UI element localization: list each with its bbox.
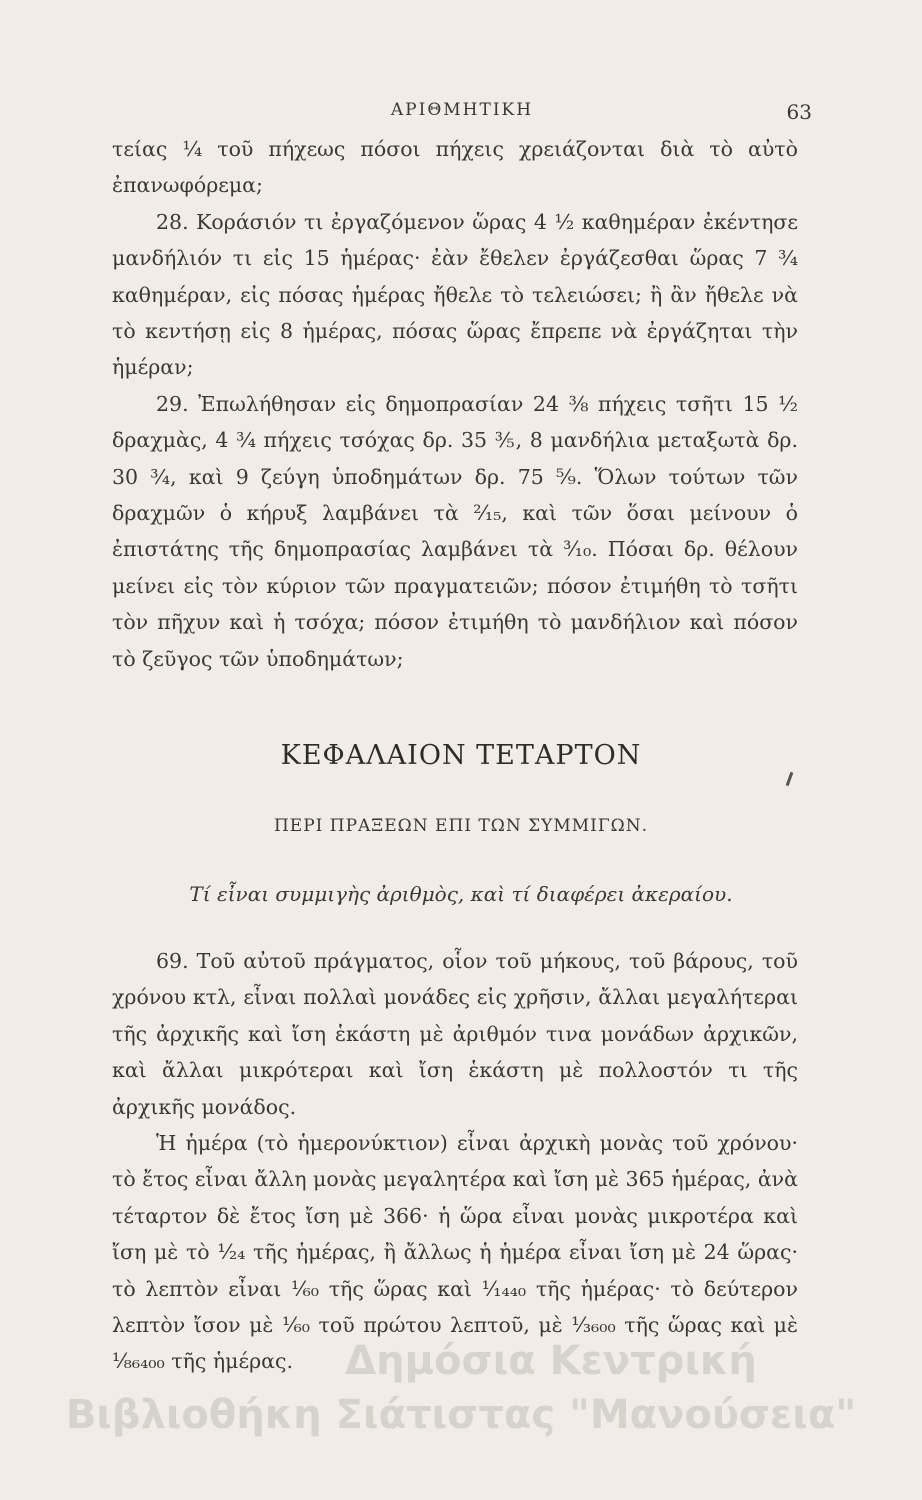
- text-block-top: [112, 131, 798, 677]
- paragraph-69: 69. Τοῦ αὐτοῦ πράγματος, οἷον τοῦ μήκους, τοῦ βάρους, τοῦ χρόνου κτλ, εἶναι πολλαὶ μονάδες εἰς χρῆσιν, ἄλλαι μεγαλήτεραι τῆς ἀρχικῆς καὶ ἴση ἑκάστη μὲ ἀριθμόν τινα μονάδων ἀρχικῶν, καὶ ἄλλαι μικρότεραι καὶ ἴση ἑκάστη μὲ πολλοστόν τι τῆς ἀρχικῆς μονάδος.: [112, 949, 798, 1119]
- text-block-bottom: [112, 943, 798, 1380]
- paragraph-problem-29: 29. Ἐπωλήθησαν εἰς δημοπρασίαν 24 ⅜ πήχεις τσῆτι 15 ½ δραχμὰς, 4 ¾ πήχεις τσόχας δρ. 35 ⅗, 8 μανδήλια μεταξωτὰ δρ. 30 ¾, καὶ 9 ζεύγη ὑποδημάτων δρ. 75 ⁵⁄₉. Ὅλων τούτων τῶν δραχμῶν ὁ κήρυξ λαμβάνει τὰ ²⁄₁₅, καὶ τῶν ὅσαι μείνουν ὁ ἐπιστάτης τῆς δημοπρασίας λαμβάνει τὰ ³⁄₁₀. Πόσαι δρ. θέλουν μείνει εἰς τὸν κύριον τῶν πραγματειῶν; πόσον ἐτιμήθη τὸ τσῆτι τὸν πῆχυν καὶ ἡ τσόχα; πόσον ἐτιμήθη τὸ μανδήλιον καὶ πόσον τὸ ζεῦγος τῶν ὑποδημάτων;: [112, 391, 798, 671]
- ink-speck: [786, 772, 794, 786]
- paragraph-day-units: Ἡ ἡμέρα (τὸ ἡμερονύκτιον) εἶναι ἀρχικὴ μονὰς τοῦ χρόνου· τὸ ἔτος εἶναι ἄλλη μονὰς μεγαλητέρα καὶ ἴση μὲ 365 ἡμέρας, ἀνὰ τέταρτον δὲ ἔτος ἴση μὲ 366· ἡ ὥρα εἶναι μονὰς μικροτέρα καὶ ἴση μὲ τὸ ¹⁄₂₄ τῆς ἡμέρας, ἢ ἄλλως ἡ ἡμέρα εἶναι ἴση μὲ 24 ὥρας· τὸ λεπτὸν εἶναι ¹⁄₆₀ τῆς ὥρας καὶ ¹⁄₁₄₄₀ τῆς ἡμέρας· τὸ δεύτερον λεπτὸν ἴσον μὲ ¹⁄₆₀ τοῦ πρώτου λεπτοῦ, μὲ ¹⁄₃₆₀₀ τῆς ὥρας καὶ μὲ ¹⁄₈₆₄₀₀ τῆς ἡμέρας.: [112, 1131, 798, 1374]
- library-watermark-line1: Δημόσια Κεντρική: [345, 1338, 757, 1384]
- paragraph-problem-28: 28. Κοράσιόν τι ἐργαζόμενον ὥρας 4 ½ καθημέραν ἐκέντησε μανδήλιόν τι εἰς 15 ἡμέρας· ἐὰν ἔθελεν ἐργάζεσθαι ὥρας 7 ¾ καθημέραν, εἰς πόσας ἡμέρας ἤθελε τὸ τελειώσει; ἢ ἂν ἤθελε νὰ τὸ κεντήσῃ εἰς 8 ἡμέρας, πόσας ὥρας ἔπρεπε νὰ ἐργάζηται τὴν ἡμέραν;: [112, 209, 798, 380]
- running-head: ΑΡΙΘΜΗΤΙΚΗ: [390, 100, 534, 120]
- section-title: ΠΕΡΙ ΠΡΑΞΕΩΝ ΕΠΙ ΤΩΝ ΣΥΜΜΙΓΩΝ.: [273, 816, 649, 836]
- page-header: [112, 100, 812, 130]
- paragraph-continuation: τείας ¼ τοῦ πήχεως πόσοι πήχεις χρειάζονται διὰ τὸ αὐτὸ ἐπανωφόρεμα;: [112, 137, 798, 198]
- subheading: Τί εἶναι συμμιγὴς ἀριθμὸς, καὶ τί διαφέρει ἀκεραίου.: [189, 882, 733, 906]
- chapter-title: ΚΕΦΑΛΑΙΟΝ ΤΕΤΑΡΤΟΝ: [280, 740, 642, 771]
- library-watermark-line2: Βιβλιοθήκη Σιάτιστας "Μανούσεια": [65, 1392, 857, 1438]
- page-number: 63: [786, 100, 812, 124]
